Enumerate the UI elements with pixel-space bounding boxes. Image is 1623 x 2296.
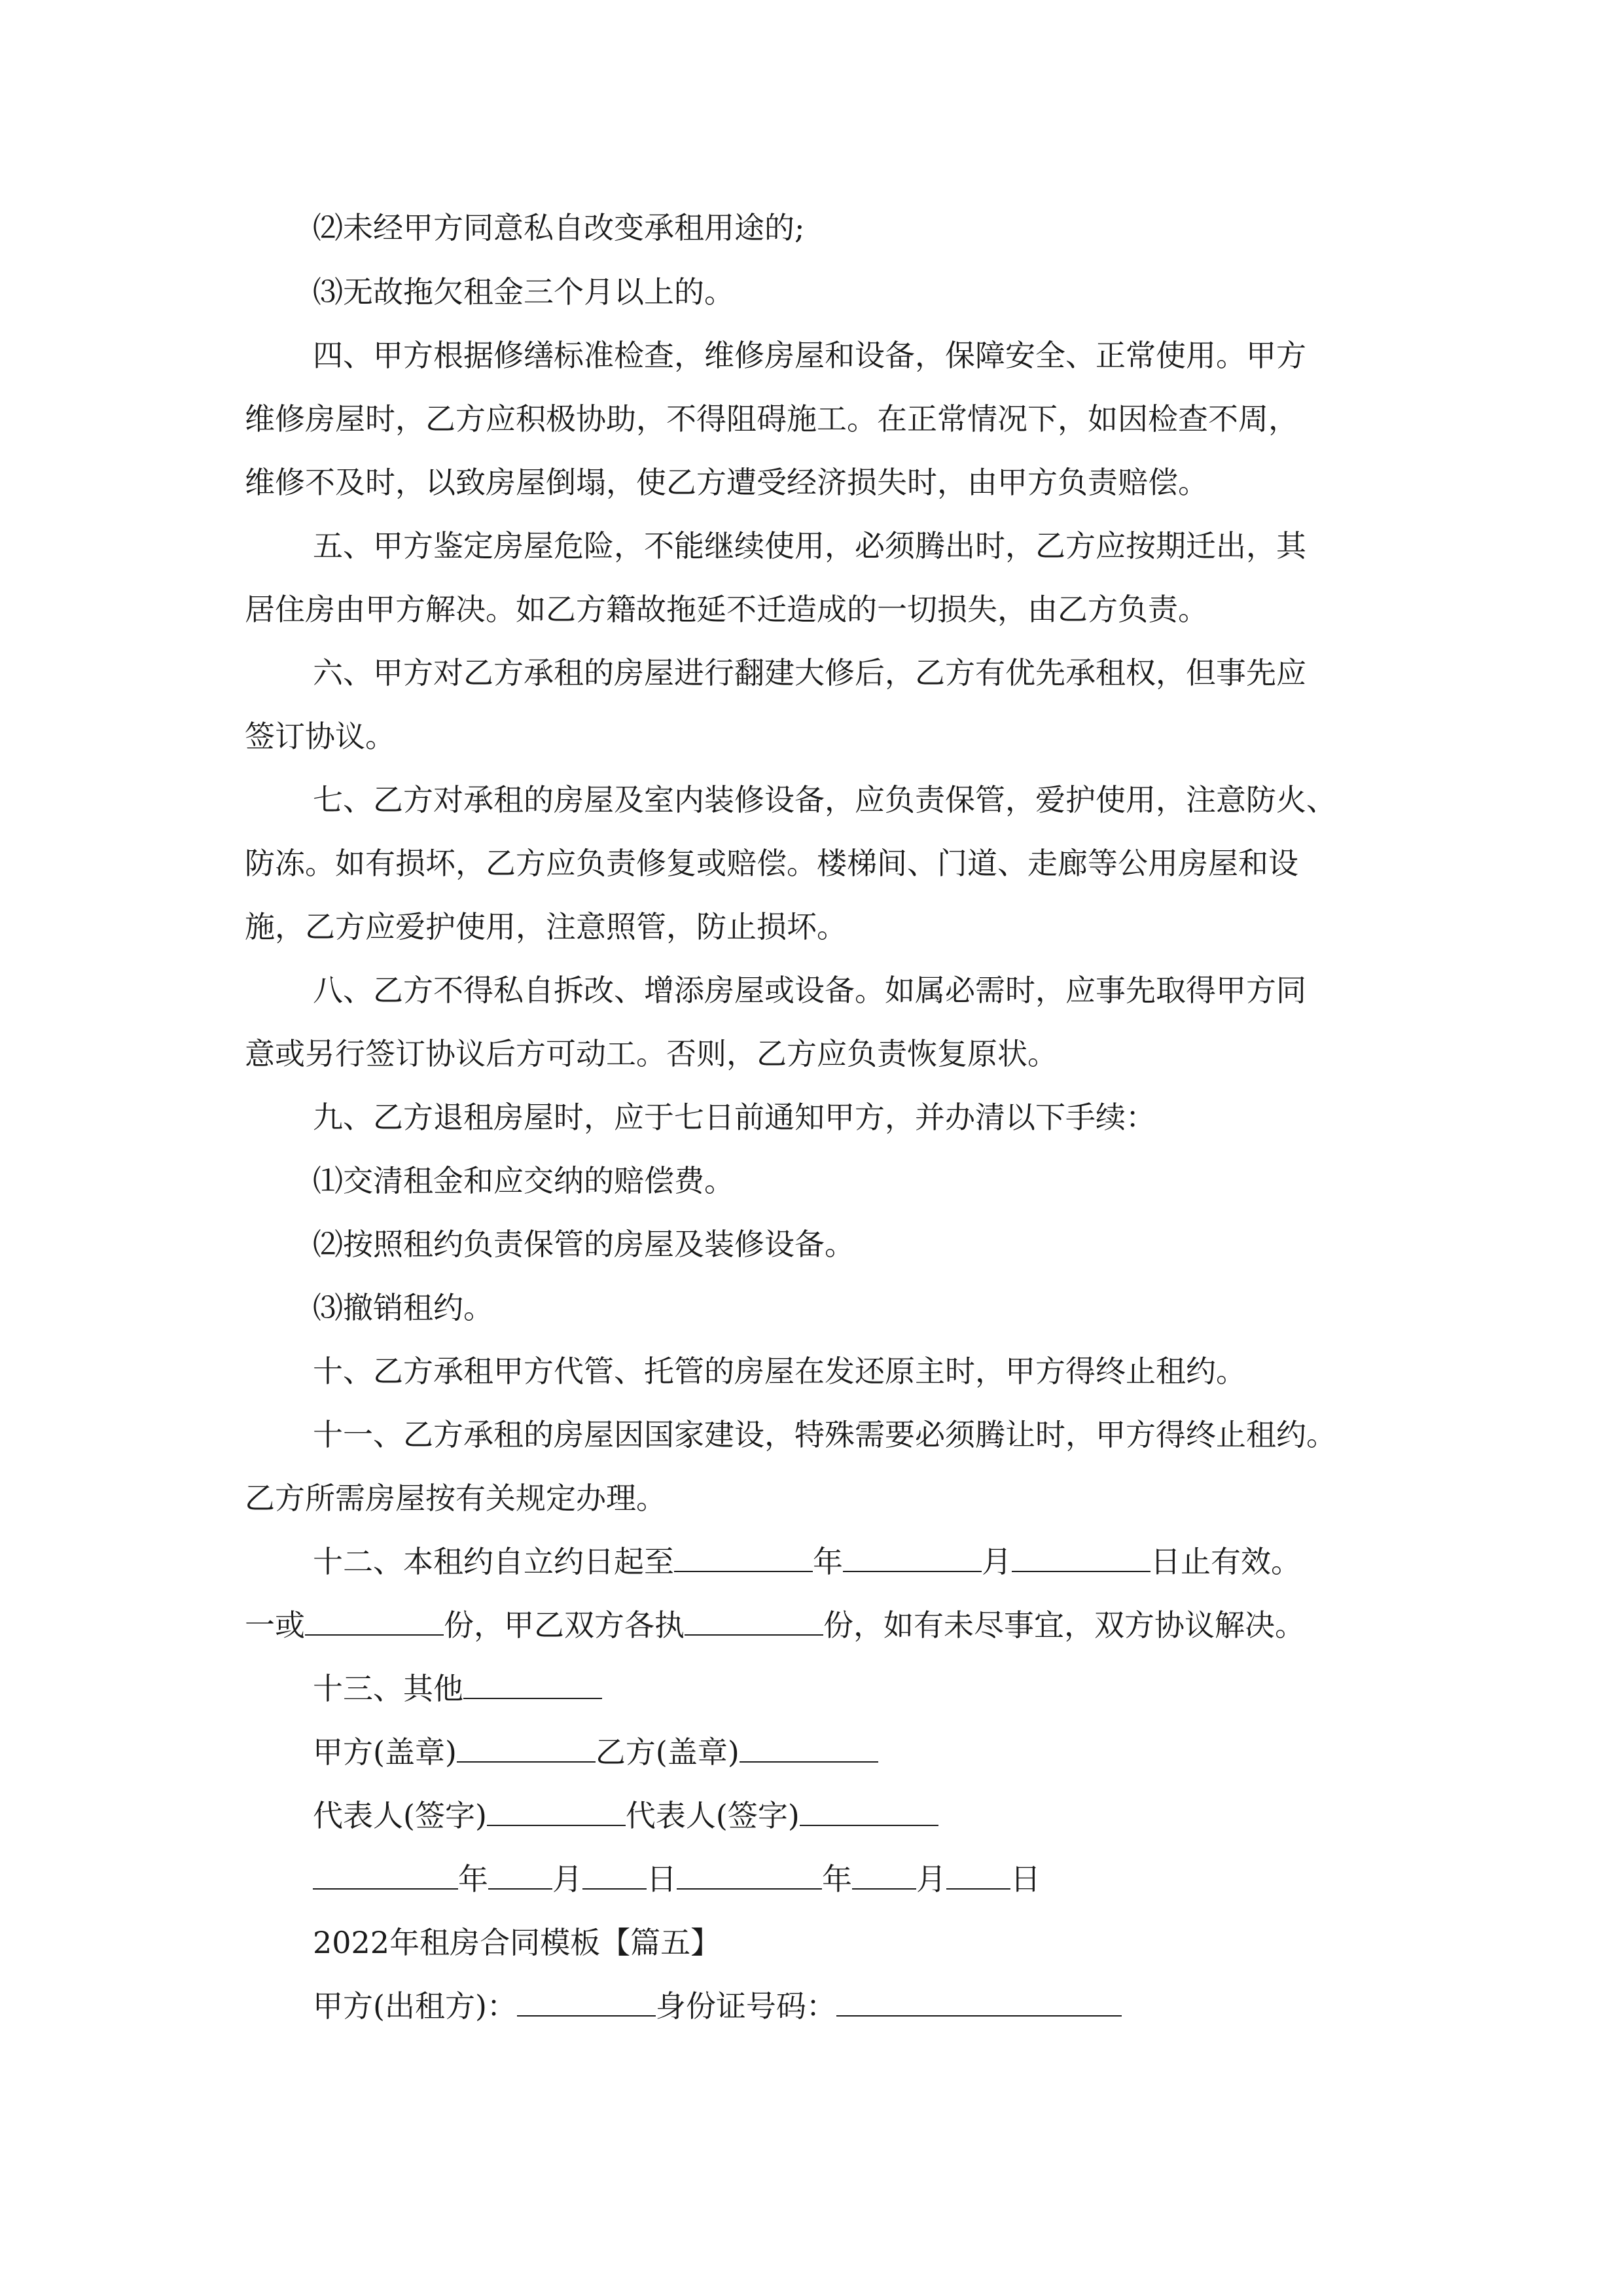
copies-count-blank[interactable]: [305, 1605, 444, 1636]
party-a-seal-blank[interactable]: [457, 1732, 596, 1763]
date-a-day-label: 日: [647, 1861, 677, 1897]
clause-line: ⑶撤销租约。: [313, 1290, 493, 1325]
term-month-label: 月: [982, 1544, 1012, 1579]
other-line: [313, 1669, 1458, 1708]
clause-line: 签订协议。: [245, 719, 395, 754]
date-b-month-blank[interactable]: [852, 1859, 916, 1890]
clause-line: 八、乙方不得私自拆改、增添房屋或设备。如属必需时，应事先取得甲方同: [313, 973, 1306, 1008]
date-b-day-label: 日: [1010, 1861, 1041, 1897]
date-b-month-label: 月: [916, 1861, 946, 1897]
date-a-month-blank[interactable]: [488, 1859, 552, 1890]
lessor-label: 甲方(出租方)：: [313, 1988, 517, 2024]
day-blank[interactable]: [1012, 1542, 1150, 1572]
clause-line: 意或另行签订协议后方可动工。否则，乙方应负责恢复原状。: [245, 1036, 1058, 1071]
clause-line: 十、乙方承租甲方代管、托管的房屋在发还原主时，甲方得终止租约。: [313, 1354, 1246, 1389]
clause-line: 六、甲方对乙方承租的房屋进行翻建大修后，乙方有优先承租权，但事先应: [313, 655, 1306, 691]
clause-line: 乙方所需房屋按有关规定办理。: [245, 1480, 666, 1516]
term-suffix: 日止有效。: [1150, 1544, 1301, 1579]
copies-mid: 份，甲乙双方各执: [444, 1607, 685, 1643]
section-title: 2022年租房合同模板【篇五】: [313, 1925, 721, 1960]
clause-line: 七、乙方对承租的房屋及室内装修设备，应负责保管，爱护使用，注意防火、: [313, 782, 1336, 817]
clause-line: 九、乙方退租房屋时，应于七日前通知甲方，并办清以下手续：: [313, 1100, 1156, 1135]
rep-a-label: 代表人(签字): [313, 1798, 487, 1833]
other-blank[interactable]: [463, 1669, 602, 1699]
seal-line: [313, 1732, 1458, 1772]
clause-line: 维修不及时，以致房屋倒塌，使乙方遭受经济损失时，由甲方负责赔偿。: [245, 465, 1208, 500]
term-line: [313, 1542, 1458, 1581]
clause-line: ⑶无故拖欠租金三个月以上的。: [313, 274, 734, 310]
rep-a-signature-blank[interactable]: [487, 1796, 626, 1826]
year-blank[interactable]: [674, 1542, 813, 1572]
clause-line: ⑵未经甲方同意私自改变承租用途的;: [313, 210, 805, 245]
copies-prefix: 一或: [245, 1607, 305, 1643]
lessor-name-blank[interactable]: [517, 1986, 656, 2017]
month-blank[interactable]: [843, 1542, 982, 1572]
clause-line: 维修房屋时，乙方应积极协助，不得阻碍施工。在正常情况下，如因检查不周，: [245, 401, 1298, 437]
other-label: 十三、其他: [313, 1671, 463, 1706]
date-a-year-label: 年: [458, 1861, 488, 1897]
copies-each-blank[interactable]: [685, 1605, 823, 1636]
date-line: [313, 1859, 1458, 1899]
clause-line: 防冻。如有损坏，乙方应负责修复或赔偿。楼梯间、门道、走廊等公用房屋和设: [245, 846, 1298, 881]
clause-line: 居住房由甲方解决。如乙方籍故拖延不迁造成的一切损失，由乙方负责。: [245, 592, 1208, 627]
id-number-label: 身份证号码：: [655, 1988, 836, 2024]
copies-line: [245, 1605, 1390, 1645]
clause-line: 施，乙方应爱护使用，注意照管，防止损坏。: [245, 909, 847, 944]
clause-line: 四、甲方根据修缮标准检查，维修房屋和设备，保障安全、正常使用。甲方: [313, 338, 1306, 373]
id-number-blank[interactable]: [836, 1986, 1122, 2017]
rep-b-signature-blank[interactable]: [800, 1796, 938, 1826]
date-b-day-blank[interactable]: [946, 1859, 1010, 1890]
term-year-label: 年: [813, 1544, 843, 1579]
date-a-year-blank[interactable]: [313, 1859, 458, 1890]
rep-b-label: 代表人(签字): [625, 1798, 800, 1833]
party-b-seal-blank[interactable]: [740, 1732, 878, 1763]
clause-line: 五、甲方鉴定房屋危险，不能继续使用，必须腾出时，乙方应按期迁出，其: [313, 528, 1306, 564]
clause-line: ⑵按照租约负责保管的房屋及装修设备。: [313, 1227, 855, 1262]
date-b-year-blank[interactable]: [677, 1859, 822, 1890]
representative-line: [313, 1796, 1458, 1835]
date-b-year-label: 年: [822, 1861, 852, 1897]
clause-line: ⑴交清租金和应交纳的赔偿费。: [313, 1163, 734, 1198]
party-a-seal-label: 甲方(盖章): [313, 1734, 457, 1770]
date-a-day-blank[interactable]: [582, 1859, 647, 1890]
term-prefix: 十二、本租约自立约日起至: [313, 1544, 674, 1579]
party-b-seal-label: 乙方(盖章): [595, 1734, 740, 1770]
lessor-line: [313, 1986, 1458, 2026]
date-a-month-label: 月: [552, 1861, 582, 1897]
clause-line: 十一、乙方承租的房屋因国家建设，特殊需要必须腾让时，甲方得终止租约。: [313, 1417, 1336, 1452]
copies-suffix: 份，如有未尽事宜，双方协议解决。: [823, 1607, 1305, 1643]
